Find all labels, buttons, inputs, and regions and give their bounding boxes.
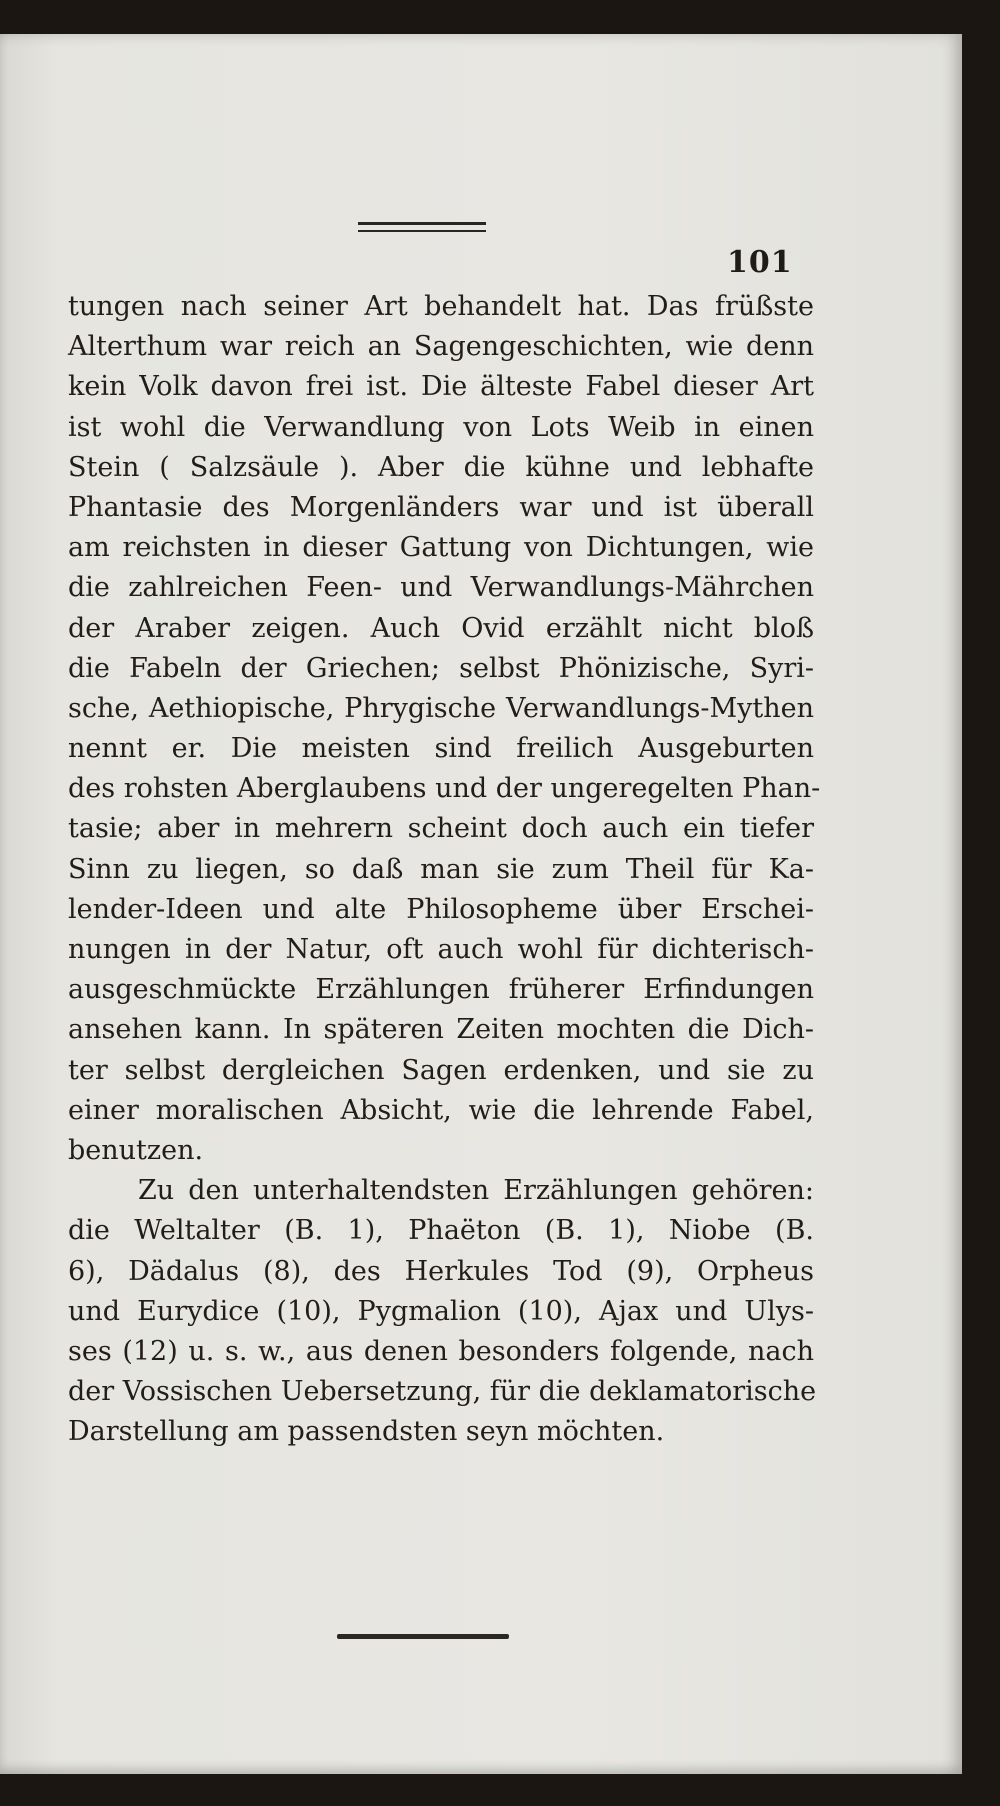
text-line: Darstellung am passendsten seyn möchten. xyxy=(68,1416,665,1448)
text-line: die Fabeln der Griechen; selbst Phönizische, Syri- xyxy=(68,652,814,684)
text-line: des rohsten Aberglaubens und der ungeregelten Phan- xyxy=(68,773,821,805)
page-number: 101 xyxy=(727,245,793,280)
text-line: und Eurydice (10), Pygmalion (10), Ajax und Ulys- xyxy=(68,1295,814,1327)
text-line: der Vossischen Uebersetzung, für die deklamatorische xyxy=(68,1376,817,1408)
text-line: nungen in der Natur, oft auch wohl für dichterisch- xyxy=(68,934,814,965)
book-page xyxy=(0,34,962,1774)
text-line: Sinn zu liegen, so daß man sie zum Theil für Ka- xyxy=(68,853,814,885)
text-line: Zu den unterhaltendsten Erzählungen gehören: xyxy=(138,1175,814,1207)
text-line: nennt er. Die meisten sind freilich Ausgeburten xyxy=(68,733,814,765)
text-line: die Weltalter (B. 1), Phaëton (B. 1), Niobe (B. xyxy=(68,1215,814,1247)
text-line: kein Volk davon frei ist. Die älteste Fabel dieser Art xyxy=(68,371,814,403)
text-line: benutzen. xyxy=(68,1134,204,1166)
text-line: Alterthum war reich an Sagengeschichten, wie denn xyxy=(68,331,814,363)
text-line: ausgeschmückte Erzählungen früherer Erfindungen xyxy=(68,974,814,1006)
text-line: einer moralischen Absicht, wie die lehrende Fabel, xyxy=(68,1094,814,1126)
paragraph-2 xyxy=(68,1171,817,1452)
text-line: sche, Aethiopische, Phrygische Verwandlungs-Mythen xyxy=(68,692,814,724)
text-line: ses (12) u. s. w., aus denen besonders folgende, nach xyxy=(68,1335,814,1367)
text-line: lender-Ideen und alte Philosopheme über Erschei- xyxy=(68,893,814,925)
text-line: tungen nach seiner Art behandelt hat. Das früßste xyxy=(68,291,814,322)
text-line: 6), Dädalus (8), des Herkules Tod (9), Orpheus xyxy=(68,1255,814,1287)
body-text xyxy=(68,287,821,1452)
text-line: tasie; aber in mehrern scheint doch auch ein tiefer xyxy=(68,813,814,845)
text-line: der Araber zeigen. Auch Ovid erzählt nicht bloß xyxy=(68,612,814,644)
text-line: am reichsten in dieser Gattung von Dichtungen, wie xyxy=(68,532,814,564)
text-line: ter selbst dergleichen Sagen erdenken, und sie zu xyxy=(68,1054,814,1086)
closing-ornament-rule xyxy=(337,1634,509,1639)
paragraph-1 xyxy=(68,287,821,1171)
text-line: die zahlreichen Feen- und Verwandlungs-Mährchen xyxy=(68,572,814,604)
text-line: ansehen kann. In späteren Zeiten mochten die Dich- xyxy=(68,1014,814,1046)
header-ornament-rule xyxy=(358,222,486,232)
text-line: Stein ( Salzsäule ). Aber die kühne und lebhafte xyxy=(68,451,814,483)
text-line: Phantasie des Morgenländers war und ist überall xyxy=(68,491,814,523)
text-line: ist wohl die Verwandlung von Lots Weib in einen xyxy=(68,411,814,443)
